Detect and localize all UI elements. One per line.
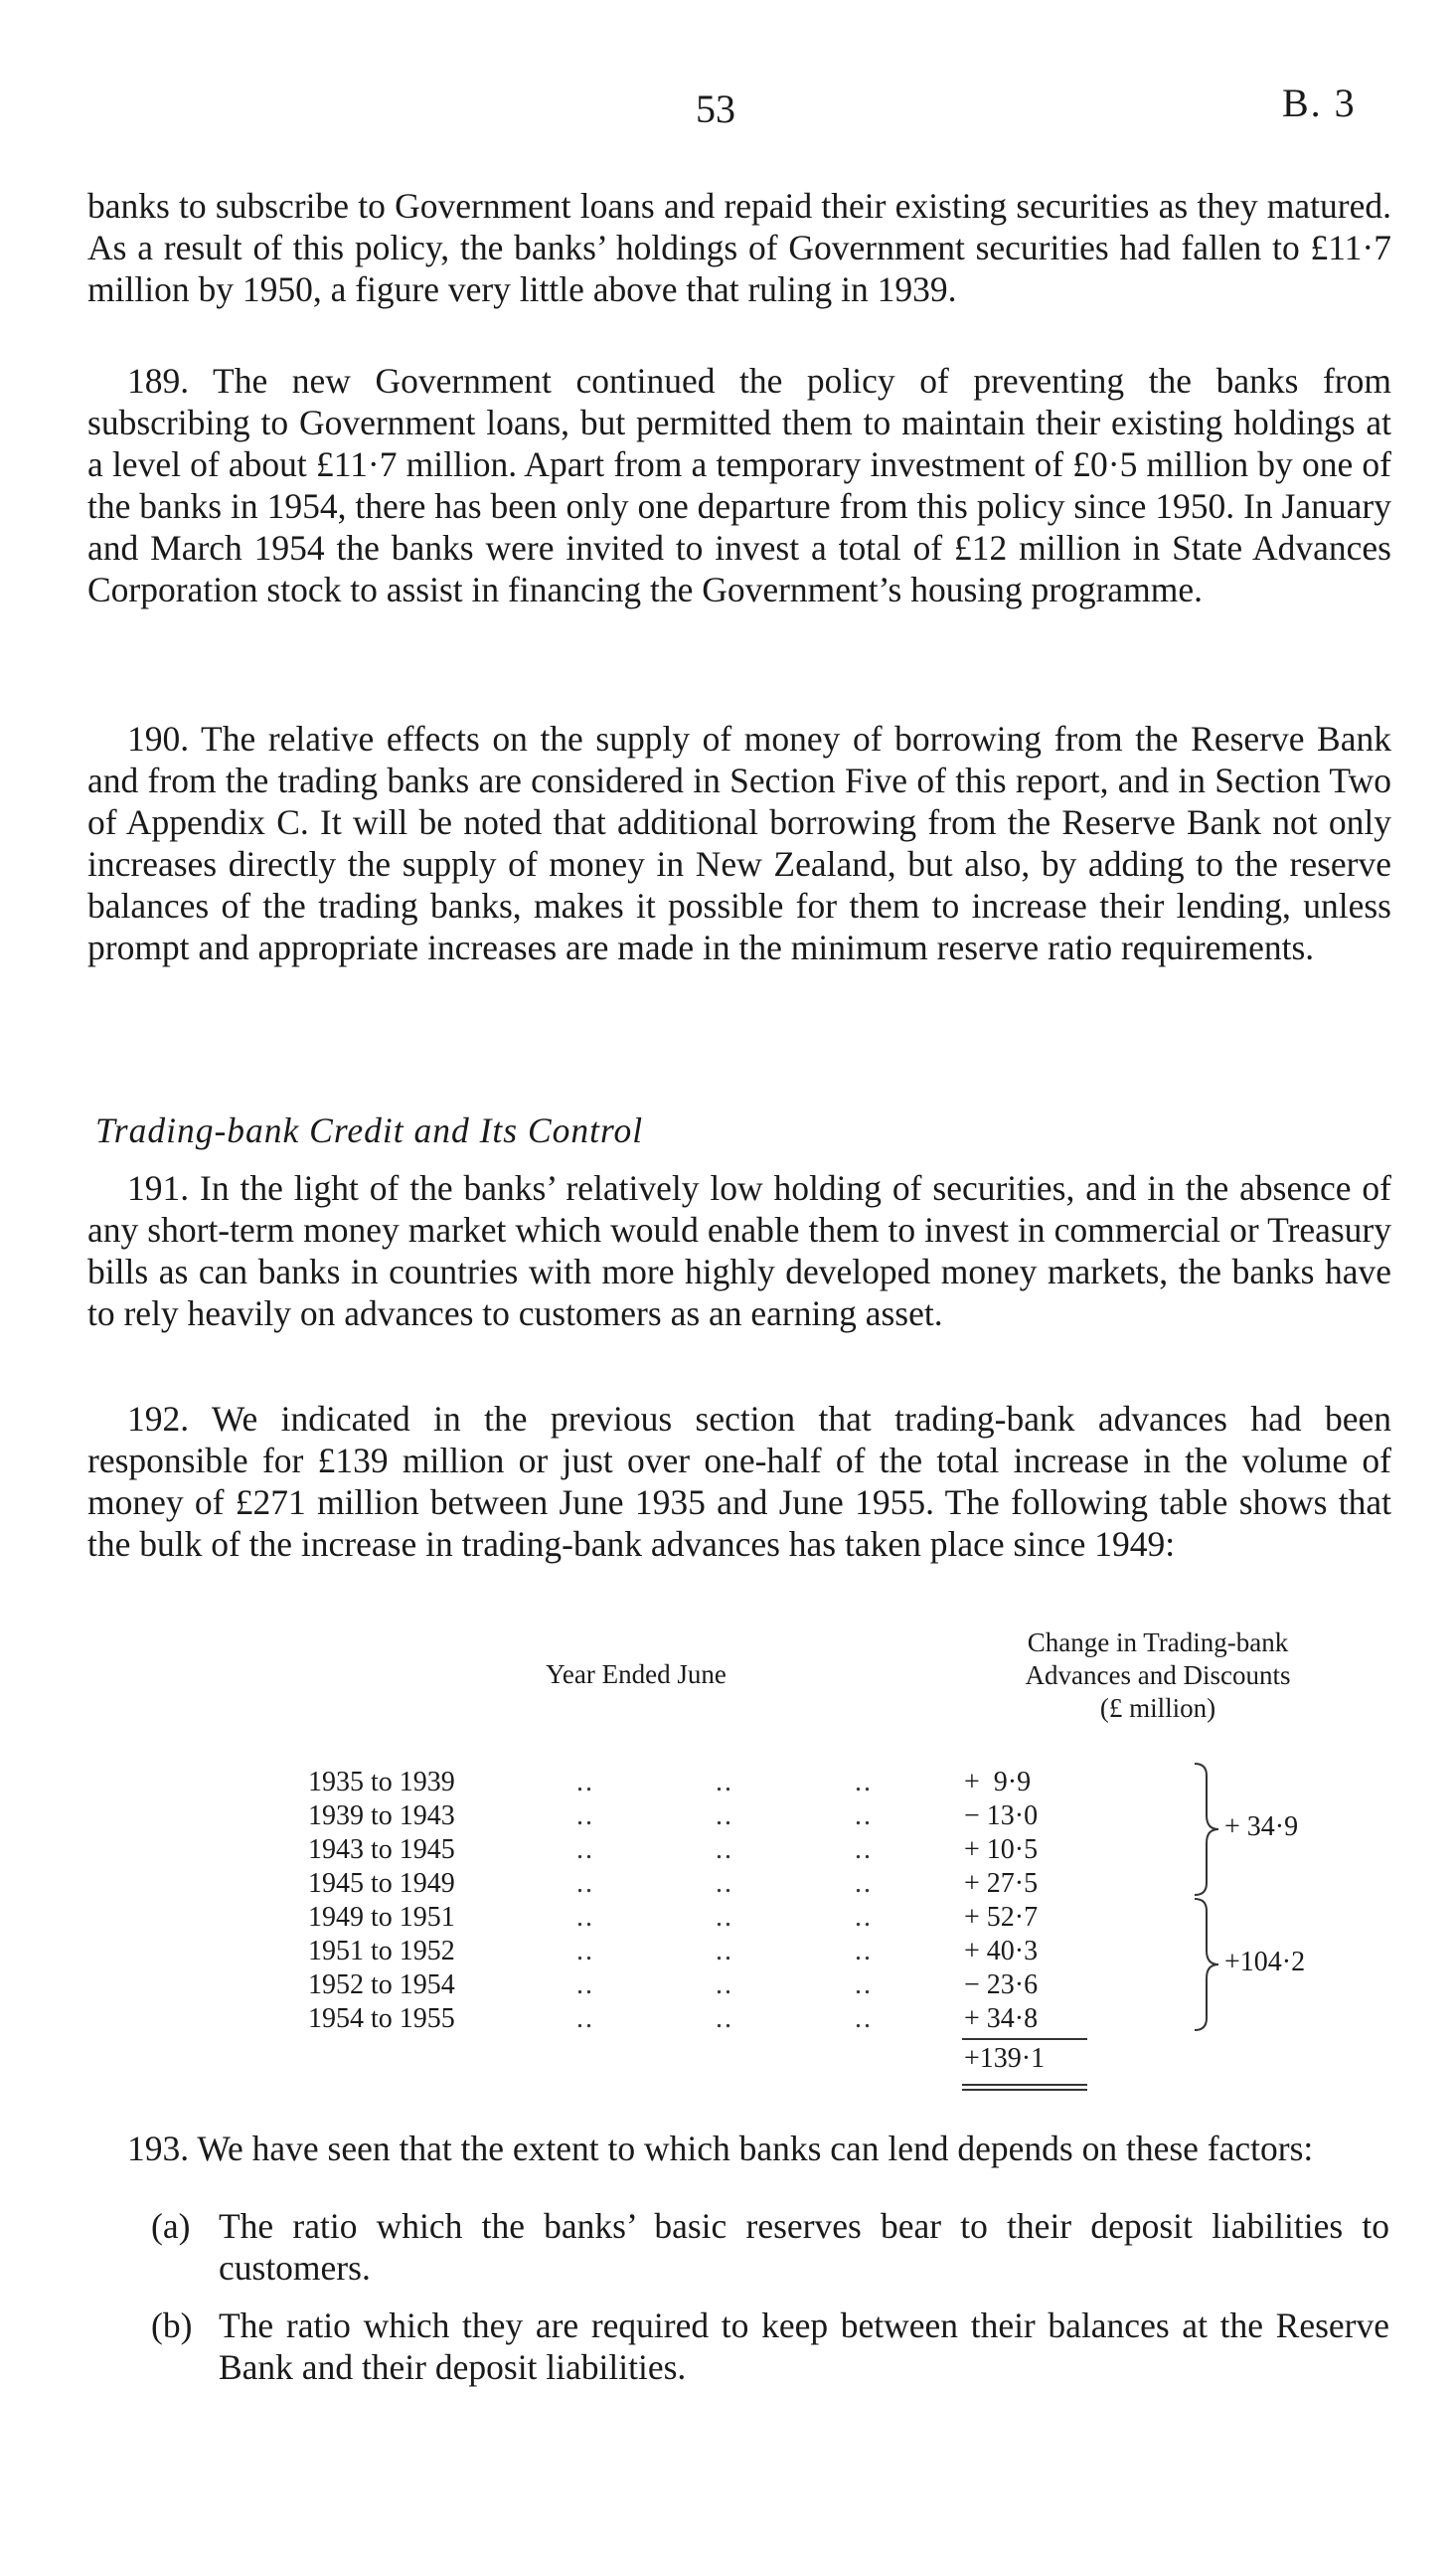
row-period: 1945 to 1949 <box>308 1868 455 1899</box>
group-total-1: + 34·9 <box>1224 1811 1299 1842</box>
list-item-text: The ratio which the banks’ basic reserves bear to their deposit liabilities to customers. <box>219 2206 1389 2288</box>
row-period: 1951 to 1952 <box>308 1936 455 1966</box>
table-header-year: Year Ended June <box>546 1659 727 1689</box>
row-period: 1952 to 1954 <box>308 1969 455 2000</box>
row-period: 1949 to 1951 <box>308 1902 455 1933</box>
paragraph-191: 191. In the light of the banks’ relatively low holding of securities, and in the absence of any short-term money market which would enable them to invest in commercial or Treasury bills as can banks in countries with more highly developed money markets, the banks have to rely heavily on advances to customers as an earning asset. <box>87 1168 1391 1333</box>
table-header-change-line1: Change in Trading-bank <box>1027 1627 1289 1657</box>
table-header-change-line3: (£ million) <box>1099 1693 1216 1723</box>
table-total: +139·1 <box>964 2043 1046 2074</box>
group-total-2: +104·2 <box>1224 1947 1306 1977</box>
list-item-label: (b) <box>151 2305 193 2345</box>
paragraph-193: 193. We have seen that the extent to which banks can lend depends on these factors: <box>127 2129 1314 2168</box>
list-item <box>151 2304 1389 2394</box>
brace-group-1 <box>1193 1760 1222 1899</box>
row-value: + 9·9 <box>964 1767 1032 1797</box>
row-value: − 13·0 <box>964 1800 1039 1831</box>
row-value: + 27·5 <box>964 1868 1039 1899</box>
row-value: + 10·5 <box>964 1834 1039 1865</box>
list-item-text: The ratio which they are required to keep between their balances at the Reserve Bank and their deposit liabilities. <box>219 2305 1389 2387</box>
total-double-rule-bottom <box>962 2089 1087 2091</box>
total-rule <box>962 2038 1087 2040</box>
paragraph-192: 192. We indicated in the previous section that trading-bank advances had been responsible for £139 million or just over one-half of the total increase in the volume of money of £271 million between June 1935 and June 1955. The following table shows that the bulk of the increase in trading-bank advances has taken place since 1949: <box>87 1399 1391 1564</box>
paragraph-intro: banks to subscribe to Government loans and repaid their existing securities as they matured. As a result of this policy, the banks’ holdings of Government securities had fallen to £11·7 million by 1950, a figure very little above that ruling in 1939. <box>87 186 1391 309</box>
total-double-rule-top <box>962 2084 1087 2086</box>
list-item <box>151 2205 1389 2295</box>
table-header-change <box>924 1626 1391 1725</box>
paragraph-189: 189. The new Government continued the policy of preventing the banks from subscribing to Government loans, but permitted them to maintain their existing holdings at a level of about £11·7 million. Apart from a temporary investment of £0·5 million by one of the banks in 1954, there has been only one departure from this policy since 1950. In January and March 1954 the banks were invited to invest a total of £12 million in State Advances Corporation stock to assist in financing the Government’s housing programme. <box>87 361 1391 609</box>
row-period: 1943 to 1945 <box>308 1834 455 1865</box>
section-heading: Trading-bank Credit and Its Control <box>95 1110 644 1150</box>
paragraph-190: 190. The relative effects on the supply of money of borrowing from the Reserve Bank and from the trading banks are considered in Section Five of this report, and in Section Two of Appendix C. It will be noted that additional borrowing from the Reserve Bank not only increases directly the supply of money in New Zealand, but also, by adding to the reserve balances of the trading banks, makes it possible for them to increase their lending, unless prompt and appropriate increases are made in the minimum reserve ratio requirements. <box>87 719 1391 967</box>
row-value: + 52·7 <box>964 1902 1039 1933</box>
document-reference: B. 3 <box>1282 81 1357 125</box>
page-number: 53 <box>696 86 735 131</box>
row-value: − 23·6 <box>964 1969 1039 2000</box>
table-header-change-line2: Advances and Discounts <box>1025 1660 1291 1690</box>
list-item-label: (a) <box>151 2206 191 2246</box>
row-period: 1939 to 1943 <box>308 1800 455 1831</box>
row-value: + 40·3 <box>964 1936 1039 1966</box>
row-period: 1935 to 1939 <box>308 1767 455 1797</box>
row-period: 1954 to 1955 <box>308 2003 455 2034</box>
brace-group-2 <box>1193 1895 1222 2034</box>
row-value: + 34·8 <box>964 2003 1039 2034</box>
